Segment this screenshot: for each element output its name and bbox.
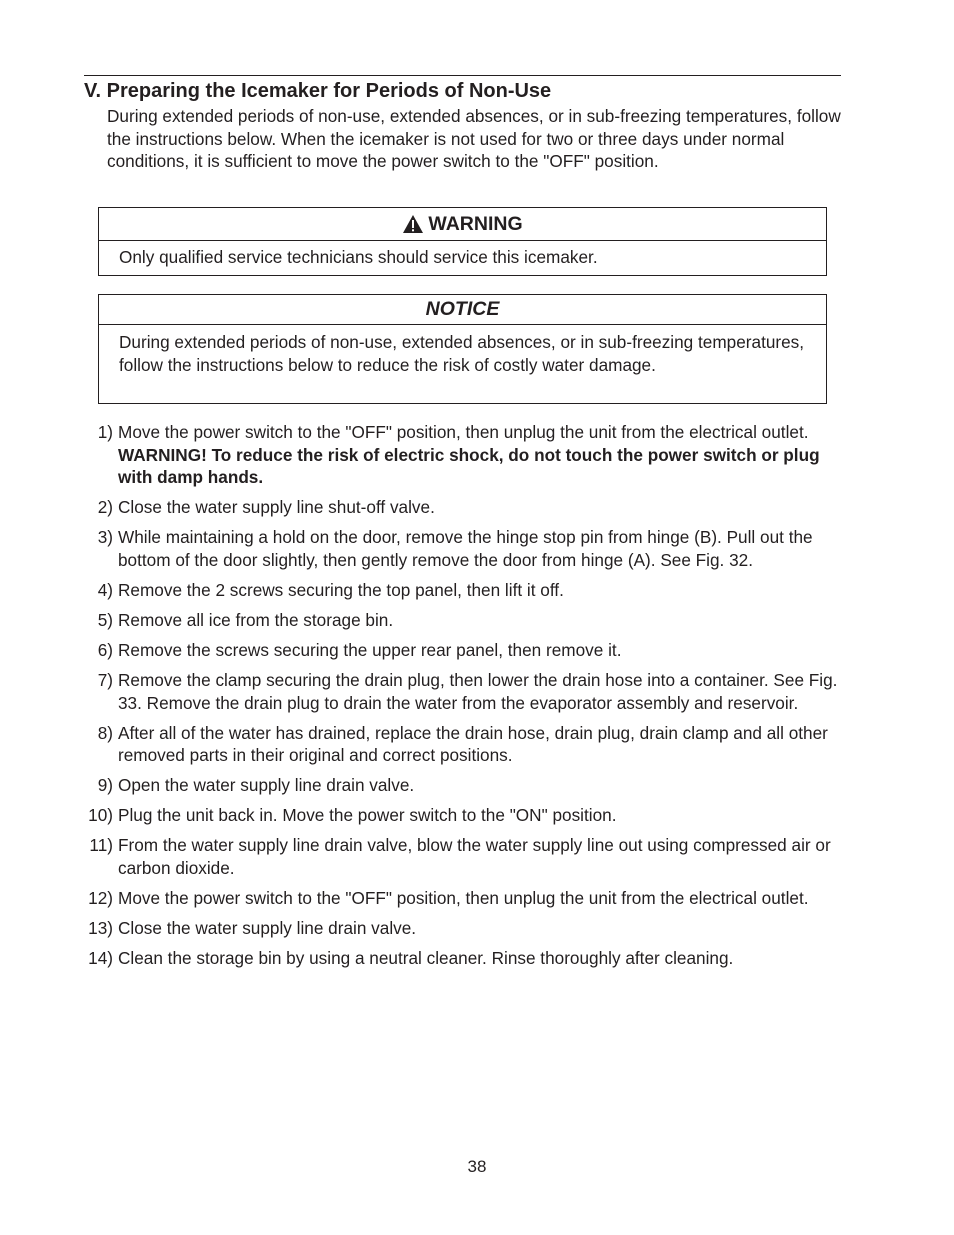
- step-text: Remove the clamp securing the drain plug, then lower the drain hose into a container. See Fig. 33. Remove the drain plug to drain the water from the evaporator assembly and reservoir.: [118, 670, 838, 713]
- list-item: [0, 526, 840, 571]
- notice-header: [99, 295, 826, 325]
- step-number: 3): [97, 527, 113, 548]
- step-number: 6): [97, 639, 113, 660]
- list-item: [0, 834, 840, 879]
- step-number: 8): [97, 722, 113, 743]
- warning-title: WARNING: [428, 212, 523, 235]
- step-number: 7): [97, 670, 113, 691]
- list-item: [0, 917, 840, 940]
- step-number: 12): [88, 888, 113, 909]
- step-text: Remove the screws securing the upper rear panel, then remove it.: [118, 639, 622, 660]
- list-item: [0, 579, 840, 602]
- step-warning-text: WARNING! To reduce the risk of electric shock, do not touch the power switch or plug with damp hands.: [118, 444, 820, 487]
- warning-triangle-icon: [402, 214, 424, 234]
- section-heading: V. Preparing the Icemaker for Periods of Non-Use: [84, 80, 552, 102]
- steps-list: [0, 421, 954, 977]
- step-text: Close the water supply line drain valve.: [118, 918, 417, 939]
- step-text: While maintaining a hold on the door, remove the hinge stop pin from hinge (B). Pull out the bottom of the door slightly, then gently remove the door from hinge (A). See Fig. 32.: [118, 527, 813, 570]
- step-number: 5): [97, 609, 113, 630]
- top-rule: [84, 75, 841, 76]
- notice-body: During extended periods of non-use, extended absences, or in sub-freezing temperatures, follow the instructions below to reduce the risk of costly water damage.: [119, 332, 805, 375]
- warning-header: [99, 208, 826, 241]
- list-item: [0, 722, 840, 767]
- page-number: 38: [467, 1157, 487, 1176]
- notice-title: NOTICE: [425, 298, 500, 320]
- step-text: Move the power switch to the "OFF" position, then unplug the unit from the electrical outlet.: [118, 422, 809, 442]
- step-text: After all of the water has drained, replace the drain hose, drain plug, drain clamp and all other removed parts in their original and correct positions.: [118, 722, 828, 766]
- list-item: [0, 804, 840, 827]
- list-item: [0, 947, 840, 970]
- list-item: [0, 609, 840, 632]
- step-number: 10): [88, 805, 113, 826]
- step-text: Open the water supply line drain valve.: [118, 775, 415, 796]
- step-text: Close the water supply line shut-off valve.: [118, 497, 435, 518]
- list-item: [0, 639, 840, 662]
- step-number: 14): [88, 948, 113, 969]
- section-intro: During extended periods of non-use, extended absences, or in sub-freezing temperatures, follow the instructions below. When the icemaker is not used for two or three days under normal conditions, it is sufficient to move the power switch to the "OFF" position.: [107, 106, 841, 171]
- step-number: 9): [97, 775, 113, 796]
- step-number: 13): [88, 918, 113, 939]
- step-text: From the water supply line drain valve, blow the water supply line out using compressed air or carbon dioxide.: [118, 835, 831, 878]
- step-text: Remove all ice from the storage bin.: [118, 609, 394, 630]
- list-item: [0, 669, 840, 714]
- list-item: [0, 421, 840, 489]
- warning-body: Only qualified service technicians should service this icemaker.: [119, 247, 598, 267]
- step-number: 1): [97, 422, 113, 442]
- list-item: [0, 887, 840, 910]
- step-number: 4): [97, 579, 113, 600]
- warning-box: [98, 207, 827, 276]
- step-number: 11): [89, 835, 113, 856]
- step-number: 2): [97, 497, 113, 518]
- notice-box: [98, 294, 827, 404]
- step-text: Remove the 2 screws securing the top panel, then lift it off.: [118, 579, 564, 600]
- step-text: Clean the storage bin by using a neutral cleaner. Rinse thoroughly after cleaning.: [118, 948, 734, 969]
- step-text: Move the power switch to the "OFF" position, then unplug the unit from the electrical outlet.: [118, 888, 809, 909]
- step-text: Plug the unit back in. Move the power switch to the "ON" position.: [118, 805, 617, 826]
- list-item: [0, 496, 840, 519]
- list-item: [0, 774, 840, 797]
